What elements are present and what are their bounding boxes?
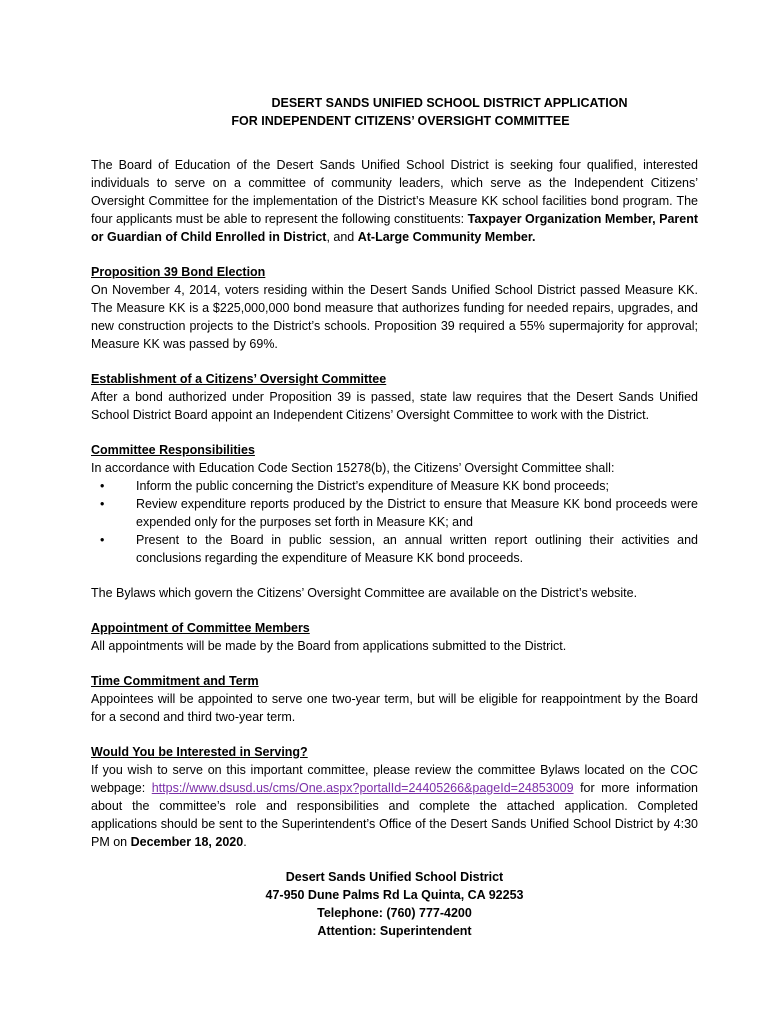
responsibilities-intro: In accordance with Education Code Section 15278(b), the Citizens’ Oversight Committee shall:: [91, 461, 615, 475]
bullet-icon: •: [100, 533, 105, 547]
intro-mid: , and: [326, 230, 358, 244]
intro-at-large-bold: At-Large Community Member.: [357, 230, 536, 244]
document-title-line1: DESERT SANDS UNIFIED SCHOOL DISTRICT APPLICATION: [271, 96, 628, 110]
term-text: Appointees will be appointed to serve one two-year term, but will be eligible for reappointment by the Board for a second and third two-year term.: [91, 692, 698, 724]
bullet-icon: •: [100, 497, 105, 511]
list-item-text: Inform the public concerning the District’s expenditure of Measure KK bond proceeds;: [136, 479, 609, 493]
section-prop39: [91, 263, 698, 353]
coc-webpage-link[interactable]: https://www.dsusd.us/cms/One.aspx?portalId=24405266&pageId=24853009: [151, 781, 574, 795]
section-bylaws: [91, 584, 698, 602]
serving-heading: Would You be Interested in Serving?: [91, 745, 308, 759]
contact-phone: Telephone: (760) 777-4200: [317, 906, 472, 920]
document-title-line2: FOR INDEPENDENT CITIZENS’ OVERSIGHT COMMITTEE: [231, 114, 570, 128]
intro-paragraph: [91, 156, 698, 246]
establishment-heading: Establishment of a Citizens’ Oversight Committee: [91, 372, 387, 386]
prop39-heading: Proposition 39 Bond Election: [91, 265, 266, 279]
serving-text2: for more information about the committee’s role and responsibilities and complete the attached application. Completed applications should be sent to the Superintendent’s Office of the Desert Sands Unified School District by 4:30 PM on: [91, 781, 698, 849]
list-item-text: Review expenditure reports produced by the District to ensure that Measure KK bond proceeds were expended only for the purposes set forth in Measure KK; and: [136, 497, 698, 529]
bylaws-text: The Bylaws which govern the Citizens’ Oversight Committee are available on the District’s website.: [91, 586, 638, 600]
appointment-text: All appointments will be made by the Board from applications submitted to the District.: [91, 639, 567, 653]
list-item: [91, 495, 698, 531]
serving-text3: .: [243, 835, 247, 849]
responsibilities-list: [91, 477, 698, 567]
intro-constituents-bold: Taxpayer Organization Member, Parent or Guardian of Child Enrolled in District: [91, 212, 699, 244]
intro-text: The Board of Education of the Desert Sands Unified School District is seeking four qualified, interested individuals to serve on a committee of community leaders, which serve as the Independent Citizens’ Oversight Committee for the implementation of the District’s Measure KK school facilities bond program. The four applicants must be able to represent the following constituents:: [91, 158, 698, 226]
serving-paragraph: [91, 761, 698, 851]
list-item: [91, 477, 698, 495]
serving-text1: If you wish to serve on this important committee, please review the committee Bylaws located on the COC webpage:: [91, 763, 698, 795]
list-item-text: Present to the Board in public session, an annual written report outlining their activities and conclusions regarding the expenditure of Measure KK bond proceeds.: [136, 533, 698, 565]
appointment-heading: Appointment of Committee Members: [91, 621, 310, 635]
term-heading: Time Commitment and Term: [91, 674, 259, 688]
section-appointment: [91, 619, 698, 655]
establishment-text: After a bond authorized under Proposition 39 is passed, state law requires that the Desert Sands Unified School District Board appoint an Independent Citizens’ Oversight Committee to work with the District.: [91, 390, 698, 422]
section-responsibilities: [91, 441, 698, 567]
bullet-icon: •: [100, 479, 105, 493]
contact-address: 47-950 Dune Palms Rd La Quinta, CA 92253: [265, 888, 524, 902]
contact-name: Desert Sands Unified School District: [285, 870, 504, 884]
section-establishment: [91, 370, 698, 424]
section-serving: [91, 743, 698, 851]
section-term: [91, 672, 698, 726]
deadline-date: December 18, 2020: [130, 835, 244, 849]
list-item: [91, 531, 698, 567]
responsibilities-heading: Committee Responsibilities: [91, 443, 255, 457]
prop39-text: On November 4, 2014, voters residing within the Desert Sands Unified School District passed Measure KK. The Measure KK is a $225,000,000 bond measure that authorizes funding for needed repairs, upgrades, and new construction projects to the District’s schools. Proposition 39 required a 55% supermajority for approval; Measure KK was passed by 69%.: [91, 283, 698, 351]
contact-block: [91, 868, 698, 940]
contact-attention: Attention: Superintendent: [317, 924, 472, 938]
